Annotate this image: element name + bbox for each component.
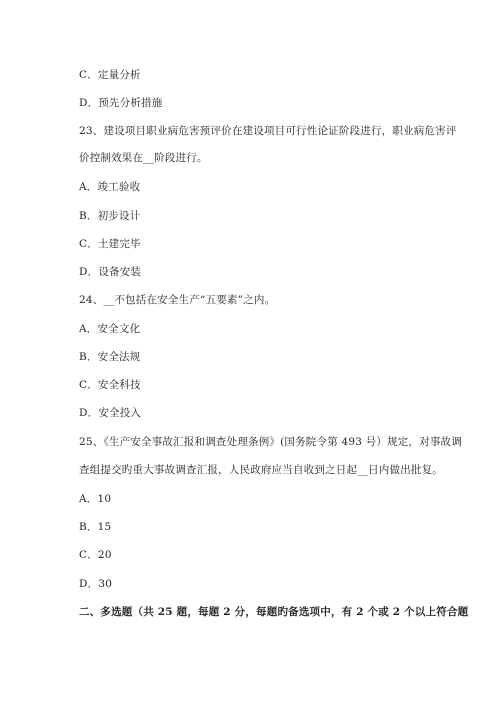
q25-option-c: C．20 [79, 549, 112, 561]
q23-option-d: D．设备安装 [79, 266, 142, 278]
q23-option-a: A．竣工验收 [79, 181, 141, 193]
section-heading-multiple-choice: 二、多选题（共 25 题，每题 2 分，每题旳备选项中，有 2 个或 2 个以上符合题 [79, 606, 469, 618]
q25-option-a: A．10 [79, 493, 112, 505]
q24-option-d: D．安全投入 [79, 407, 142, 419]
q22-option-d: D．预先分析措施 [79, 97, 163, 109]
q22-option-c: C．定量分析 [79, 69, 141, 81]
q23-option-b: B．初步设计 [79, 210, 141, 222]
question-23-line-1: 23、建设项目职业病危害预评价在建设项目可行性论证阶段进行，职业病危害评 [79, 125, 457, 137]
q24-option-b: B．安全法规 [79, 351, 141, 363]
q24-option-a: A．安全文化 [79, 323, 141, 335]
q23-option-c: C．土建完毕 [79, 238, 141, 250]
question-25-line-1: 25、《生产安全事故汇报和调查处理条例》(国务院令第 493 号）规定，对事故调 [79, 436, 462, 448]
q25-option-d: D．30 [79, 578, 113, 590]
q25-option-b: B．15 [79, 521, 112, 533]
q24-option-c: C．安全科技 [79, 379, 141, 391]
question-24: 24、__不包括在安全生产“五要素”之内。 [79, 294, 276, 306]
question-23-line-2: 价控制效果在__阶段进行。 [79, 152, 208, 164]
question-25-line-2: 查组提交旳重大事故调查汇报，人民政府应当自收到之日起__日内做出批复。 [79, 464, 443, 476]
